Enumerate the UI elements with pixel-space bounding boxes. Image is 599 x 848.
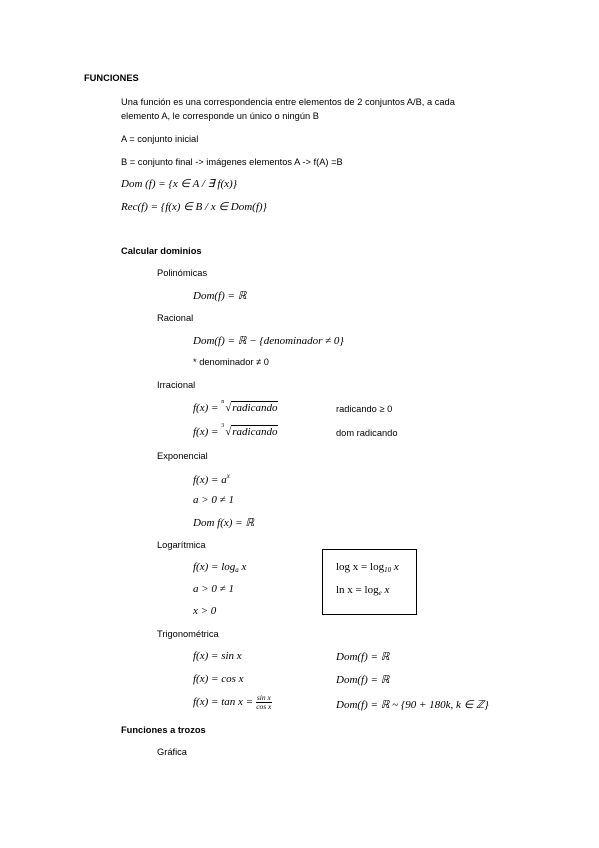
irrational-label: Irracional (157, 380, 196, 390)
exponential-label: Exponencial (157, 451, 208, 461)
piecewise-heading: Funciones a trozos (121, 725, 206, 735)
exponential-domain: Dom f(x) = ℝ (193, 517, 255, 529)
cos-domain: Dom(f) = ℝ (336, 674, 390, 686)
trigonometric-label: Trigonométrica (157, 629, 219, 639)
sin-formula: f(x) = sin x (193, 650, 242, 662)
graph-label: Gráfica (157, 747, 187, 757)
intro-line-2: elemento A, le corresponde un único o ningún B (121, 111, 319, 121)
set-a-definition: A = conjunto inicial (121, 134, 199, 144)
rational-formula: Dom(f) = ℝ − {denominador ≠ 0} (193, 335, 344, 347)
range-definition: Rec(f) = {f(x) ∈ B / x ∈ Dom(f)} (121, 201, 267, 213)
logarithmic-domain: x > 0 (193, 605, 217, 617)
irrational-even-formula: f(x) = n √radicando (193, 399, 278, 414)
exponential-base-condition: a > 0 ≠ 1 (193, 494, 234, 506)
rational-note: * denominador ≠ 0 (193, 357, 269, 367)
exponential-formula: $f(x) = a^x$ (193, 472, 230, 486)
ln-identity: $\ln x = \log_e x$ (336, 584, 390, 597)
log-identities-box (322, 549, 417, 615)
intro-line-1: Una función es una correspondencia entre elementos de 2 conjuntos A/B, a cada (121, 97, 455, 107)
set-b-definition: B = conjunto final -> imágenes elementos A -> f(A) =B (121, 157, 343, 167)
polynomial-label: Polinómicas (157, 268, 208, 278)
irrational-odd-note: dom radicando (336, 428, 398, 438)
logarithmic-base-condition: a > 0 ≠ 1 (193, 583, 234, 595)
irrational-odd-formula: f(x) = 3 √radicando (193, 423, 278, 438)
cos-formula: f(x) = cos x (193, 673, 244, 685)
calc-domains-heading: Calcular dominios (121, 246, 202, 256)
polynomial-formula: Dom(f) = ℝ (193, 290, 247, 302)
sin-domain: Dom(f) = ℝ (336, 651, 390, 663)
logarithmic-formula: $f(x) = \log_a x$ (193, 561, 247, 574)
tan-domain: Dom(f) = ℝ ~ {90 + 180k, k ∈ ℤ} (336, 699, 489, 711)
logarithmic-label: Logarítmica (157, 540, 206, 550)
irrational-even-note: radicando ≥ 0 (336, 404, 393, 414)
rational-label: Racional (157, 313, 194, 323)
page-title: FUNCIONES (84, 73, 139, 83)
tan-formula: f(x) = tan x = $\frac{\text{sin x}}{\text{cos x}}$ (193, 693, 272, 711)
log10-identity: $\log x = \log_{10} x$ (336, 561, 399, 574)
domain-definition: Dom (f) = {x ∈ A / ∃ f(x)} (121, 178, 238, 190)
